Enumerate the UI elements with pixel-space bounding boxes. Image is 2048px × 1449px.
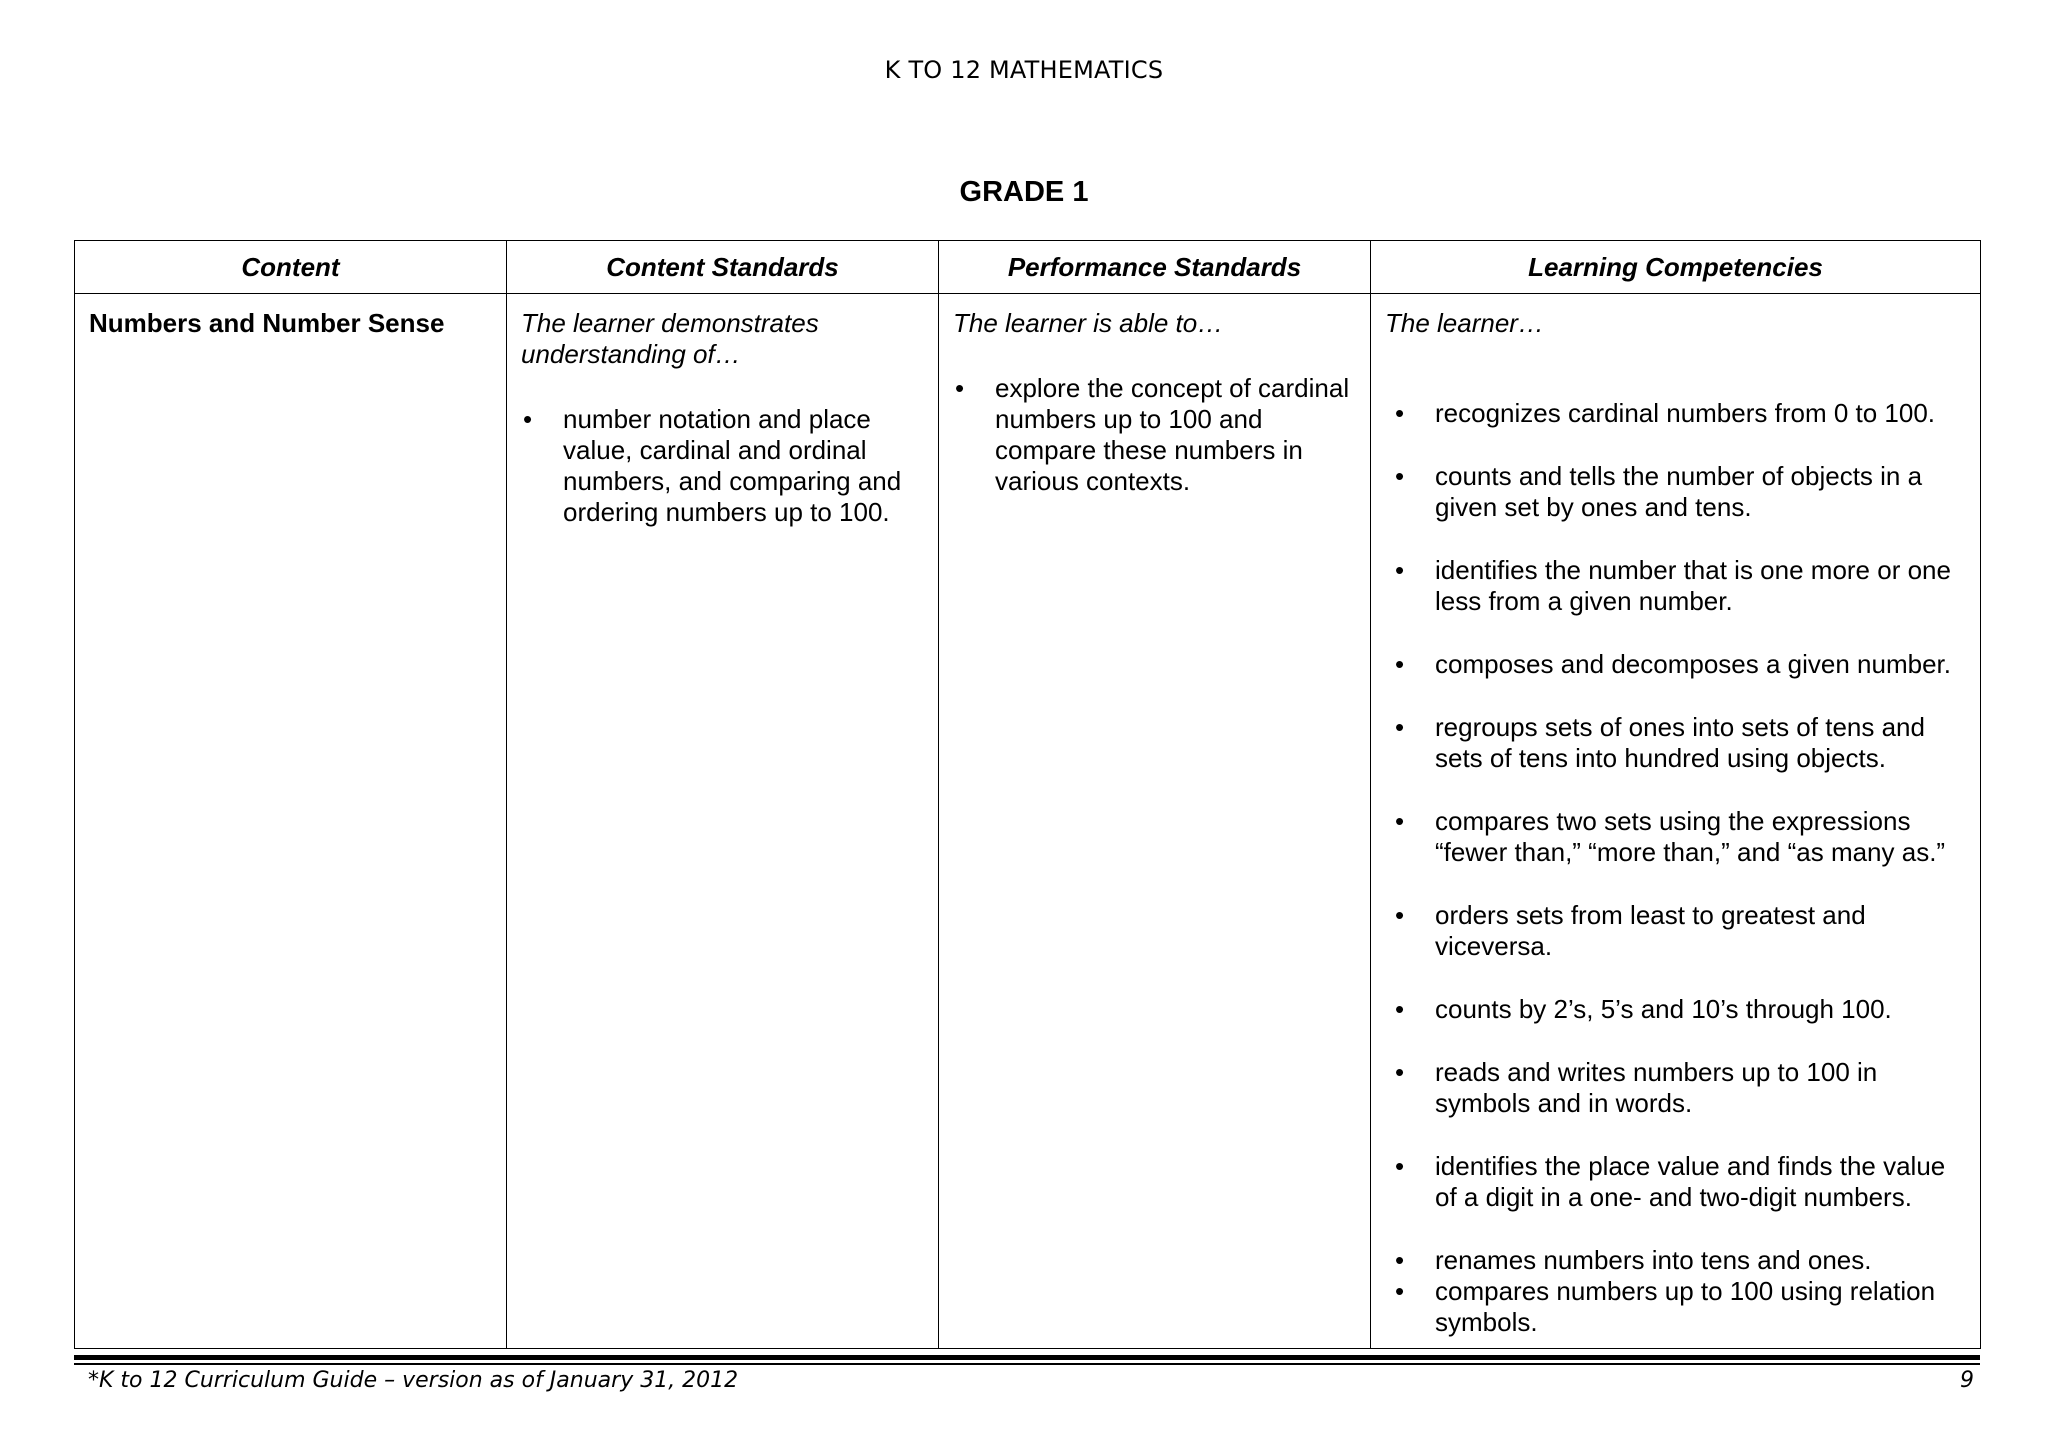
bullet-icon: • [1395, 712, 1405, 742]
bullet-icon: • [1395, 461, 1405, 491]
list-item [1393, 1057, 1968, 1119]
content-cell [75, 294, 507, 1349]
list-item-text: regroups sets of ones into sets of tens and sets of tens into hundred using objects. [1435, 712, 1925, 773]
list-item [1393, 994, 1968, 1025]
bullet-icon: • [1395, 555, 1405, 585]
list-item-text: counts and tells the number of objects in a given set by ones and tens. [1435, 461, 1923, 522]
bullet-icon: • [1395, 994, 1405, 1024]
list-item [1393, 712, 1968, 774]
list-item-text: compares two sets using the expressions “fewer than,” “more than,” and “as many as.” [1435, 806, 1946, 867]
table-row [75, 294, 1981, 1349]
learning-competencies-cell [1371, 294, 1981, 1349]
list-item [1393, 1276, 1968, 1338]
content-standards-cell [507, 294, 939, 1349]
list-item-text: recognizes cardinal numbers from 0 to 100. [1435, 398, 1936, 428]
bullet-icon: • [1395, 900, 1405, 930]
learning-competencies-intro: The learner… [1385, 308, 1544, 338]
performance-standards-cell [939, 294, 1371, 1349]
list-item-text: explore the concept of cardinal numbers up to 100 and compare these numbers in various contexts. [995, 373, 1350, 496]
bullet-icon: • [955, 373, 965, 403]
list-item [1393, 806, 1968, 868]
performance-standards-intro: The learner is able to… [953, 308, 1224, 338]
list-item-text: orders sets from least to greatest and viceversa. [1435, 900, 1866, 961]
list-item-text: reads and writes numbers up to 100 in symbols and in words. [1435, 1057, 1878, 1118]
bullet-icon: • [1395, 649, 1405, 679]
list-item-text: renames numbers into tens and ones. [1435, 1245, 1872, 1275]
footer-divider [74, 1355, 1980, 1365]
header-performance-standards: Performance Standards [939, 241, 1371, 294]
document-header: K TO 12 MATHEMATICS [884, 56, 1164, 84]
curriculum-table [74, 240, 1981, 1349]
list-item-text: composes and decomposes a given number. [1435, 649, 1951, 679]
list-item [1393, 900, 1968, 962]
bullet-icon: • [1395, 1245, 1405, 1275]
list-item-text: identifies the number that is one more or one less from a given number. [1435, 555, 1951, 616]
list-item [521, 404, 926, 528]
content-standards-intro: The learner demonstrates understanding of… [521, 308, 819, 369]
header-learning-competencies: Learning Competencies [1371, 241, 1981, 294]
list-item [1393, 1151, 1968, 1213]
learning-competencies-list [1385, 398, 1968, 1338]
performance-standards-list [953, 373, 1358, 497]
bullet-icon: • [1395, 1276, 1405, 1306]
list-item-text: number notation and place value, cardinal and ordinal numbers, and comparing and ordering numbers up to 100. [563, 404, 902, 527]
footer-note: *K to 12 Curriculum Guide – version as of January 31, 2012 [88, 1368, 739, 1393]
page-number: 9 [1960, 1368, 1974, 1393]
list-item [1393, 555, 1968, 617]
table-header-row [75, 241, 1981, 294]
grade-title: GRADE 1 [959, 176, 1089, 208]
header-content: Content [75, 241, 507, 294]
list-item [1393, 1245, 1968, 1276]
content-standards-list [521, 404, 926, 528]
list-item-text: compares numbers up to 100 using relation symbols. [1435, 1276, 1936, 1337]
list-item-text: counts by 2’s, 5’s and 10’s through 100. [1435, 994, 1892, 1024]
list-item [1393, 649, 1968, 680]
bullet-icon: • [1395, 806, 1405, 836]
bullet-icon: • [523, 404, 533, 434]
list-item [953, 373, 1358, 497]
bullet-icon: • [1395, 1151, 1405, 1181]
bullet-icon: • [1395, 1057, 1405, 1087]
header-content-standards: Content Standards [507, 241, 939, 294]
list-item [1393, 461, 1968, 523]
list-item-text: identifies the place value and finds the value of a digit in a one- and two-digit numbers. [1435, 1151, 1946, 1212]
bullet-icon: • [1395, 398, 1405, 428]
list-item [1393, 398, 1968, 429]
content-title: Numbers and Number Sense [89, 308, 445, 338]
